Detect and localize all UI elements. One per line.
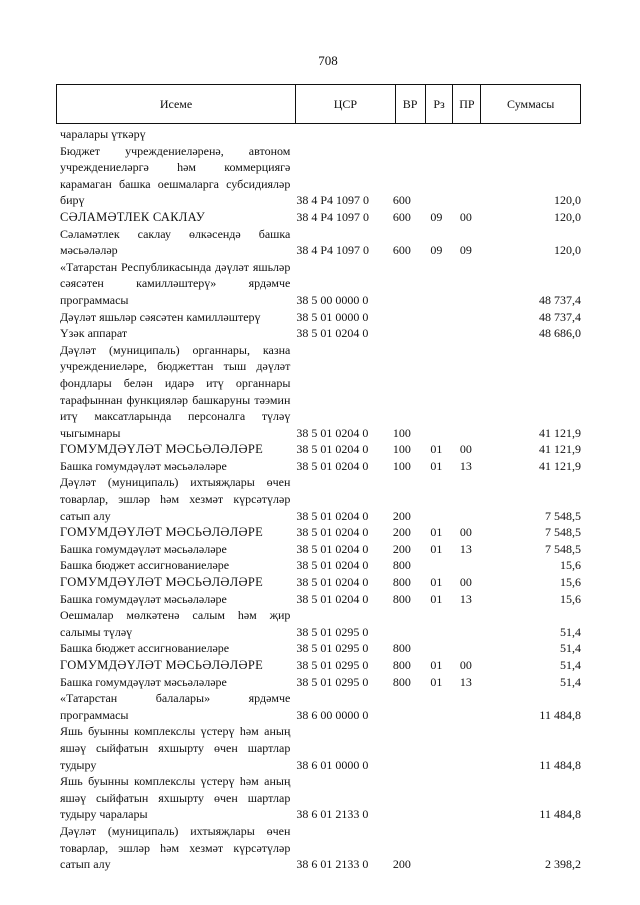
- table-row: [56, 574, 581, 591]
- row-csr-cell: 38 5 01 0295 0: [296, 658, 369, 672]
- table-body: [56, 126, 581, 873]
- row-pr-cell: 00: [459, 209, 472, 224]
- row-sum-cell: 120,0: [553, 193, 581, 208]
- table-row: [56, 657, 581, 674]
- row-sum-cell: 15,6: [559, 575, 581, 590]
- row-csr-cell: 38 5 01 0204 0: [296, 525, 369, 540]
- row-csr-cell: 38 4 Р4 1097 0: [296, 193, 370, 208]
- row-rz-cell: 01: [430, 541, 443, 556]
- table-header: [56, 84, 581, 124]
- table-row: [56, 325, 581, 342]
- row-sum-cell: 2 398,2: [544, 857, 581, 872]
- row-vr-cell: 800: [392, 575, 411, 590]
- header-vr: ВР: [396, 85, 426, 123]
- row-pr-cell: 13: [459, 591, 472, 606]
- table-row: [56, 474, 581, 524]
- row-rz-cell: 01: [430, 442, 443, 457]
- table-row: [56, 441, 581, 458]
- row-vr-cell: 600: [392, 193, 411, 208]
- row-sum-cell: 51,4: [559, 641, 581, 656]
- row-csr-cell: 38 5 01 0204 0: [296, 575, 369, 590]
- row-vr-cell: 600: [392, 209, 411, 224]
- header-name: Исеме: [57, 85, 296, 123]
- row-sum-cell: 48 686,0: [538, 326, 581, 341]
- table-row: [56, 143, 581, 209]
- row-vr-cell: 800: [392, 658, 411, 672]
- table-row: [56, 674, 581, 691]
- row-sum-cell: 41 121,9: [538, 425, 581, 440]
- row-vr-cell: 800: [392, 591, 411, 606]
- row-sum-cell: 48 737,4: [538, 309, 581, 324]
- row-csr-cell: 38 4 Р4 1097 0: [296, 243, 370, 258]
- row-name-cell: Дәүләт (муниципаль) ихтыяҗлары өчен товарлар, эшләр һәм хезмәт күрсәтүләр сатып алу: [60, 475, 291, 523]
- row-csr-cell: 38 6 00 0000 0: [296, 707, 369, 722]
- table-row: [56, 823, 581, 873]
- table-row: [56, 458, 581, 475]
- row-sum-cell: 11 484,8: [539, 707, 581, 722]
- row-pr-cell: 00: [459, 442, 472, 457]
- header-csr: ЦСР: [296, 85, 396, 123]
- row-name-cell: СӘЛАМӘТЛЕК САКЛАУ: [60, 209, 206, 224]
- row-name-cell: чаралары үткәрү: [60, 127, 146, 141]
- table-row: [56, 541, 581, 558]
- row-vr-cell: 600: [392, 243, 411, 258]
- table-row: [56, 640, 581, 657]
- header-rz: Рз: [426, 85, 454, 123]
- header-sum: Суммасы: [507, 96, 555, 111]
- row-csr-cell: 38 4 Р4 1097 0: [296, 209, 370, 224]
- row-sum-cell: 120,0: [553, 209, 581, 224]
- row-csr-cell: 38 6 01 2133 0: [296, 857, 369, 872]
- row-sum-cell: 48 737,4: [538, 292, 581, 307]
- row-vr-cell: 100: [392, 425, 411, 440]
- row-sum-cell: 120,0: [553, 243, 581, 258]
- table-row: [56, 226, 581, 259]
- row-name-cell: ГОМУМДӘҮЛӘТ МӘСЬӘЛӘЛӘРЕ: [60, 575, 264, 590]
- row-name-cell: Башка гомумдәүләт мәсьәләләре: [60, 591, 227, 606]
- row-sum-cell: 11 484,8: [539, 757, 581, 772]
- row-vr-cell: 200: [392, 508, 411, 523]
- row-sum-cell: 7 548,5: [544, 525, 581, 540]
- row-rz-cell: 01: [430, 575, 443, 590]
- row-rz-cell: 01: [430, 525, 443, 540]
- row-name-cell: Сәламәтлек саклау өлкәсендә башка мәсьәләләр: [60, 226, 291, 258]
- row-name-cell: Яшь буынны комплекслы үстерү һәм аның яшәү сыйфатын яхшырту өчен шартлар тудыру чаралары: [60, 774, 291, 822]
- row-sum-cell: 7 548,5: [544, 541, 581, 556]
- row-name-cell: Дәүләт (муниципаль) органнары, казна учреждениеләре, бюджеттан тыш дәүләт фондлары белән идарә итү органнары тарафыннан функцияләр башкаруны тәэмин итү максатларында персоналга түләү чыгымнары: [60, 342, 291, 440]
- row-name-cell: «Татарстан балалары» ярдәмче программасы: [60, 691, 291, 722]
- row-vr-cell: 100: [392, 442, 411, 457]
- row-sum-cell: 51,4: [559, 674, 581, 689]
- row-sum-cell: 51,4: [559, 624, 581, 639]
- page-number: 708: [318, 53, 338, 68]
- row-vr-cell: 800: [392, 558, 411, 573]
- row-csr-cell: 38 5 01 0204 0: [296, 425, 369, 440]
- row-csr-cell: 38 6 01 0000 0: [296, 757, 369, 772]
- row-csr-cell: 38 5 01 0204 0: [296, 508, 369, 523]
- table-row: [56, 259, 581, 309]
- row-name-cell: «Татарстан Республикасында дәүләт яшьләр сәясәтен камилләштерү» ярдәмче программасы: [60, 259, 291, 307]
- row-csr-cell: 38 5 01 0204 0: [296, 591, 369, 606]
- table-row: [56, 607, 581, 640]
- table-row: [56, 524, 581, 541]
- row-sum-cell: 15,6: [559, 591, 581, 606]
- row-vr-cell: 800: [392, 674, 411, 689]
- row-sum-cell: 7 548,5: [544, 508, 581, 523]
- row-vr-cell: 200: [392, 541, 411, 556]
- row-sum-cell: 41 121,9: [538, 442, 581, 457]
- row-csr-cell: 38 5 01 0295 0: [296, 641, 369, 656]
- row-name-cell: Башка бюджет ассигнованиеләре: [60, 641, 230, 656]
- row-csr-cell: 38 5 01 0204 0: [296, 326, 369, 341]
- row-vr-cell: 200: [392, 525, 411, 540]
- row-rz-cell: 01: [430, 591, 443, 606]
- row-name-cell: Яшь буынны комплекслы үстерү һәм аның яшәү сыйфатын яхшырту өчен шартлар тудыру: [60, 724, 291, 772]
- table-row: [56, 773, 581, 823]
- header-pr: ПР: [453, 85, 481, 123]
- budget-table: [56, 84, 581, 873]
- table-row: [56, 342, 581, 442]
- row-name-cell: Дәүләт яшьләр сәясәтен камилләштерү: [60, 309, 261, 324]
- row-sum-cell: 15,6: [559, 558, 581, 573]
- row-sum-cell: 51,4: [559, 658, 581, 672]
- row-name-cell: Башка гомумдәүләт мәсьәләләре: [60, 458, 227, 473]
- row-csr-cell: 38 5 01 0295 0: [296, 674, 369, 689]
- table-row: [56, 591, 581, 608]
- row-name-cell: Башка бюджет ассигнованиеләре: [60, 558, 230, 573]
- row-csr-cell: 38 6 01 2133 0: [296, 807, 369, 822]
- row-rz-cell: 09: [430, 243, 443, 258]
- row-vr-cell: 800: [392, 641, 411, 656]
- row-pr-cell: 13: [459, 458, 472, 473]
- table-row: [56, 209, 581, 226]
- row-name-cell: Башка гомумдәүләт мәсьәләләре: [60, 674, 227, 689]
- row-rz-cell: 09: [430, 209, 443, 224]
- row-name-cell: ГОМУМДӘҮЛӘТ МӘСЬӘЛӘЛӘРЕ: [60, 658, 264, 672]
- row-csr-cell: 38 5 01 0204 0: [296, 541, 369, 556]
- table-row: [56, 309, 581, 326]
- row-csr-cell: 38 5 01 0000 0: [296, 309, 369, 324]
- table-row: [56, 126, 581, 143]
- row-rz-cell: 01: [430, 658, 443, 672]
- row-vr-cell: 200: [392, 857, 411, 872]
- table-row: [56, 723, 581, 773]
- row-csr-cell: 38 5 01 0204 0: [296, 558, 369, 573]
- row-pr-cell: 00: [459, 658, 472, 672]
- row-pr-cell: 13: [459, 541, 472, 556]
- row-csr-cell: 38 5 00 0000 0: [296, 292, 369, 307]
- row-pr-cell: 00: [459, 525, 472, 540]
- table-row: [56, 690, 581, 723]
- row-sum-cell: 11 484,8: [539, 807, 581, 822]
- row-name-cell: Оешмалар мөлкәтенә салым һәм җир салымы түләү: [60, 608, 291, 639]
- row-rz-cell: 01: [430, 458, 443, 473]
- row-name-cell: Бюджет учреждениеләренә, автоном учреждениеләргә һәм коммерциягә карамаган башка оешмаларга субсидияләр бирү: [60, 143, 291, 208]
- row-name-cell: ГОМУМДӘҮЛӘТ МӘСЬӘЛӘЛӘРЕ: [60, 442, 264, 457]
- row-vr-cell: 100: [392, 458, 411, 473]
- row-name-cell: Дәүләт (муниципаль) ихтыяҗлары өчен товарлар, эшләр һәм хезмәт күрсәтүләр сатып алу: [60, 823, 291, 872]
- row-pr-cell: 13: [459, 674, 472, 689]
- row-sum-cell: 41 121,9: [538, 458, 581, 473]
- table-row: [56, 557, 581, 574]
- row-name-cell: Башка гомумдәүләт мәсьәләләре: [60, 541, 227, 556]
- row-rz-cell: 01: [430, 674, 443, 689]
- row-pr-cell: 00: [459, 575, 472, 590]
- row-csr-cell: 38 5 01 0295 0: [296, 624, 369, 639]
- row-csr-cell: 38 5 01 0204 0: [296, 442, 369, 457]
- row-pr-cell: 09: [459, 243, 472, 258]
- row-csr-cell: 38 5 01 0204 0: [296, 458, 369, 473]
- row-name-cell: Үзәк аппарат: [60, 326, 128, 341]
- row-name-cell: ГОМУМДӘҮЛӘТ МӘСЬӘЛӘЛӘРЕ: [60, 525, 264, 540]
